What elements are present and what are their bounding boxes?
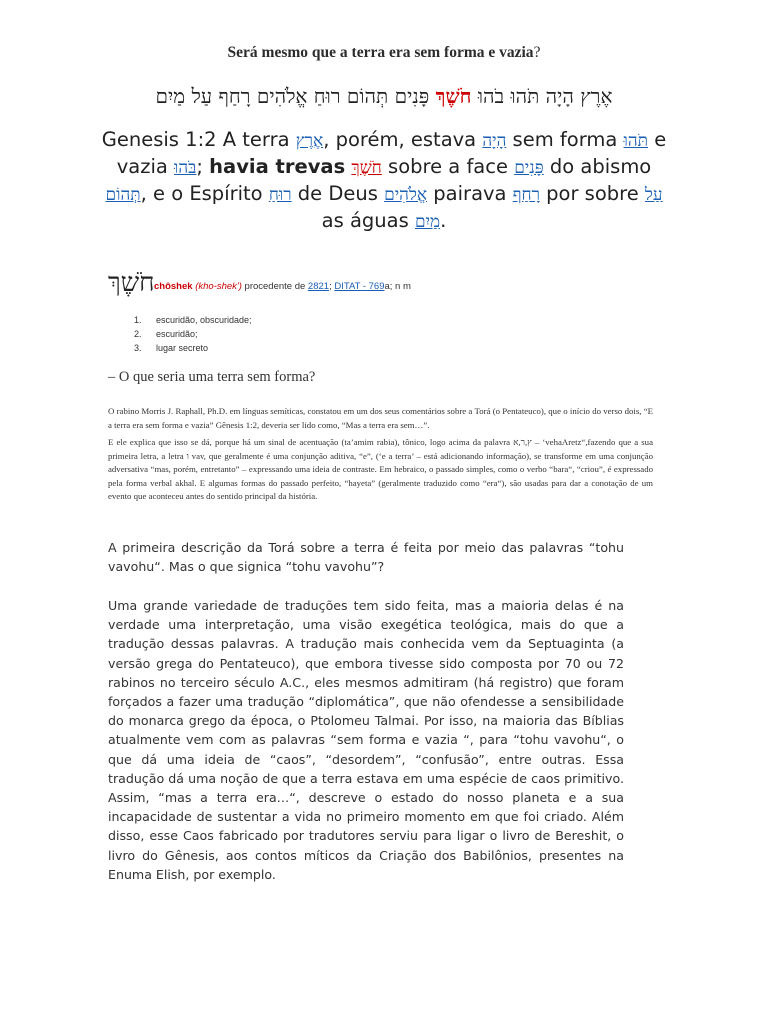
strongs-link[interactable]: בֹּהוּ	[174, 158, 197, 178]
body-paragraph: Uma grande variedade de traduções tem sido feita, mas a maioria delas é na verdade uma interpretação, uma visão exegética teológica, mais do que a tradução dessas palavras. A tradução mais conhecida vem da Septuaginta (a versão grega do Pentateuco), que embora tivesse sido composta por 70 ou 72 rabinos no terceiro século A.C., eles mesmos admitiram (há registro) que foram forçados a fazer uma tradução “diplomática”, que não ofendesse a sensibilidade do monarca grego da época, o Ptolomeu Talmai. Por isso, na maioria das Bíblias atualmente vem com as palavras “sem forma e vazia “, para “tohu vavohu“, o que dá uma ideia de “caos”, “desordem”, “confusão”, entre outras. Essa tradução dá uma noção de que a terra estava em uma espécie de caos primitivo. Assim, “mas a terra era…“, descreve o estado do nosso planeta e a sua incapacidade de sustentar a vida no primeiro momento em que foi criado. Além disso, esse Caos fabricado por tradutores serviu para ligar o livro de Bereshit, o livro do Gênesis, aos contos míticos da Criação dos Babilônios, presentes na Enuma Elish, por exemplo.	[108, 598, 624, 882]
lexicon-word: chôshek	[154, 281, 193, 292]
meaning-number: 3.	[134, 343, 142, 353]
hebrew-verse-before: אֶרֶץ הָיָה תֹּהוּ בֹהוּ	[477, 84, 613, 108]
lexicon-link-2821[interactable]: 2821	[307, 281, 330, 292]
lexicon-hebrew-word: חֹשֶׁךְ	[108, 268, 155, 298]
title-text: Será mesmo que a terra era sem forma e vazia	[227, 44, 534, 61]
strongs-link[interactable]: הָיָה	[482, 131, 507, 151]
meaning-number: 1.	[134, 315, 142, 325]
strongs-link[interactable]: רָחַף	[512, 185, 540, 205]
genesis-text: Genesis 1:2 A terra	[101, 128, 296, 151]
meaning-item	[134, 327, 252, 341]
lexicon-pronunciation: (kho-shek')	[195, 281, 242, 292]
genesis-text: as águas	[321, 209, 415, 232]
small-paragraph: E ele explica que isso se dá, porque há um sinal de acentuação (ta’amim rabia), tônico, logo acima da palavra ץ,ר,א – ‘vehaAretz“,fazendo que a sua primeira letra, a letra ו vav, que geralmente é uma conjunção aditiva, “e”, (‘e a terra’ – está adicionando informação), se transforme em uma conjunção adversativa “mas, porém, entretanto” – expressando uma ideia de contraste. Em hebraico, o passado simples, como o verbo “bara“, “criou”, é expressado pela forma verbal akhal. E algumas formas do passado perfeito, “hayeta” (geralmente traduzido como “era“), são usadas para dar a conotação de um evento que aconteceu antes do sentido principal da história.	[108, 437, 653, 501]
hebrew-verse-after: פָּנִים תְּהוֹם רוּחַ אֱלֹהִים רָחַף עַל מַיִם	[155, 84, 430, 108]
meanings-list	[134, 313, 252, 355]
genesis-text: e vazia	[116, 128, 667, 178]
strongs-link[interactable]: פָּנִים	[514, 158, 544, 178]
meaning-number: 2.	[134, 329, 142, 339]
genesis-text: por sobre	[539, 182, 645, 205]
strongs-link[interactable]: אֱלֹהִים	[384, 185, 428, 205]
meaning-text: lugar secreto	[156, 343, 209, 353]
lexicon-info	[154, 281, 411, 292]
lexicon-entry	[108, 268, 668, 306]
strongs-link-highlight[interactable]: חֹשֶׁךְ	[351, 158, 382, 178]
genesis-text: sobre a face	[381, 155, 515, 178]
meaning-item	[134, 341, 252, 355]
strongs-link[interactable]: אֶרֶץ	[295, 131, 324, 151]
genesis-text: , porém, estava	[323, 128, 483, 151]
section-question: – O que seria uma terra sem forma?	[108, 369, 316, 385]
lexicon-link-ditat[interactable]: DITAT - 769	[334, 281, 385, 292]
genesis-text: ;	[196, 155, 210, 178]
lexicon-text: procedente de	[241, 281, 308, 292]
strongs-link[interactable]: תְּהוֹם	[105, 185, 141, 205]
genesis-verse	[100, 127, 668, 235]
genesis-text: .	[440, 209, 447, 232]
page-title	[0, 44, 768, 62]
small-paragraph: O rabino Morris J. Raphall, Ph.D. em línguas semíticas, constatou em um dos seus comentários sobre a Torá (o Pentateuco), que o início do verso dois, “E a terra era sem forma e vazia” Gênesis 1:2, deveria ser lido como, “Mas a terra era sem…”.	[108, 406, 653, 430]
genesis-text: , e o Espírito	[140, 182, 269, 205]
strongs-link[interactable]: מַיִם	[414, 212, 441, 232]
strongs-link[interactable]: רוּחַ	[268, 185, 292, 205]
genesis-text: do abismo	[543, 155, 652, 178]
meaning-text: escuridão, obscuridade;	[156, 315, 252, 325]
genesis-text: pairava	[427, 182, 513, 205]
hebrew-verse	[60, 84, 708, 109]
meaning-item	[134, 313, 252, 327]
lexicon-text: a; n m	[384, 281, 411, 292]
genesis-bold-text: havia trevas	[209, 155, 346, 178]
hebrew-verse-highlight: חֹשֶׁךְ	[435, 84, 472, 108]
lexicon-text: ;	[329, 281, 335, 292]
genesis-text: de Deus	[291, 182, 385, 205]
body-paragraph: A primeira descrição da Torá sobre a terra é feita por meio das palavras “tohu vavohu“. Mas o que signica “tohu vavohu”?	[108, 540, 624, 575]
genesis-text: sem forma	[506, 128, 624, 151]
strongs-link[interactable]: תֹּהוּ	[623, 131, 649, 151]
title-question-mark: ?	[533, 44, 541, 61]
strongs-link[interactable]: עַל	[644, 185, 663, 205]
meaning-text: escuridão;	[156, 329, 198, 339]
